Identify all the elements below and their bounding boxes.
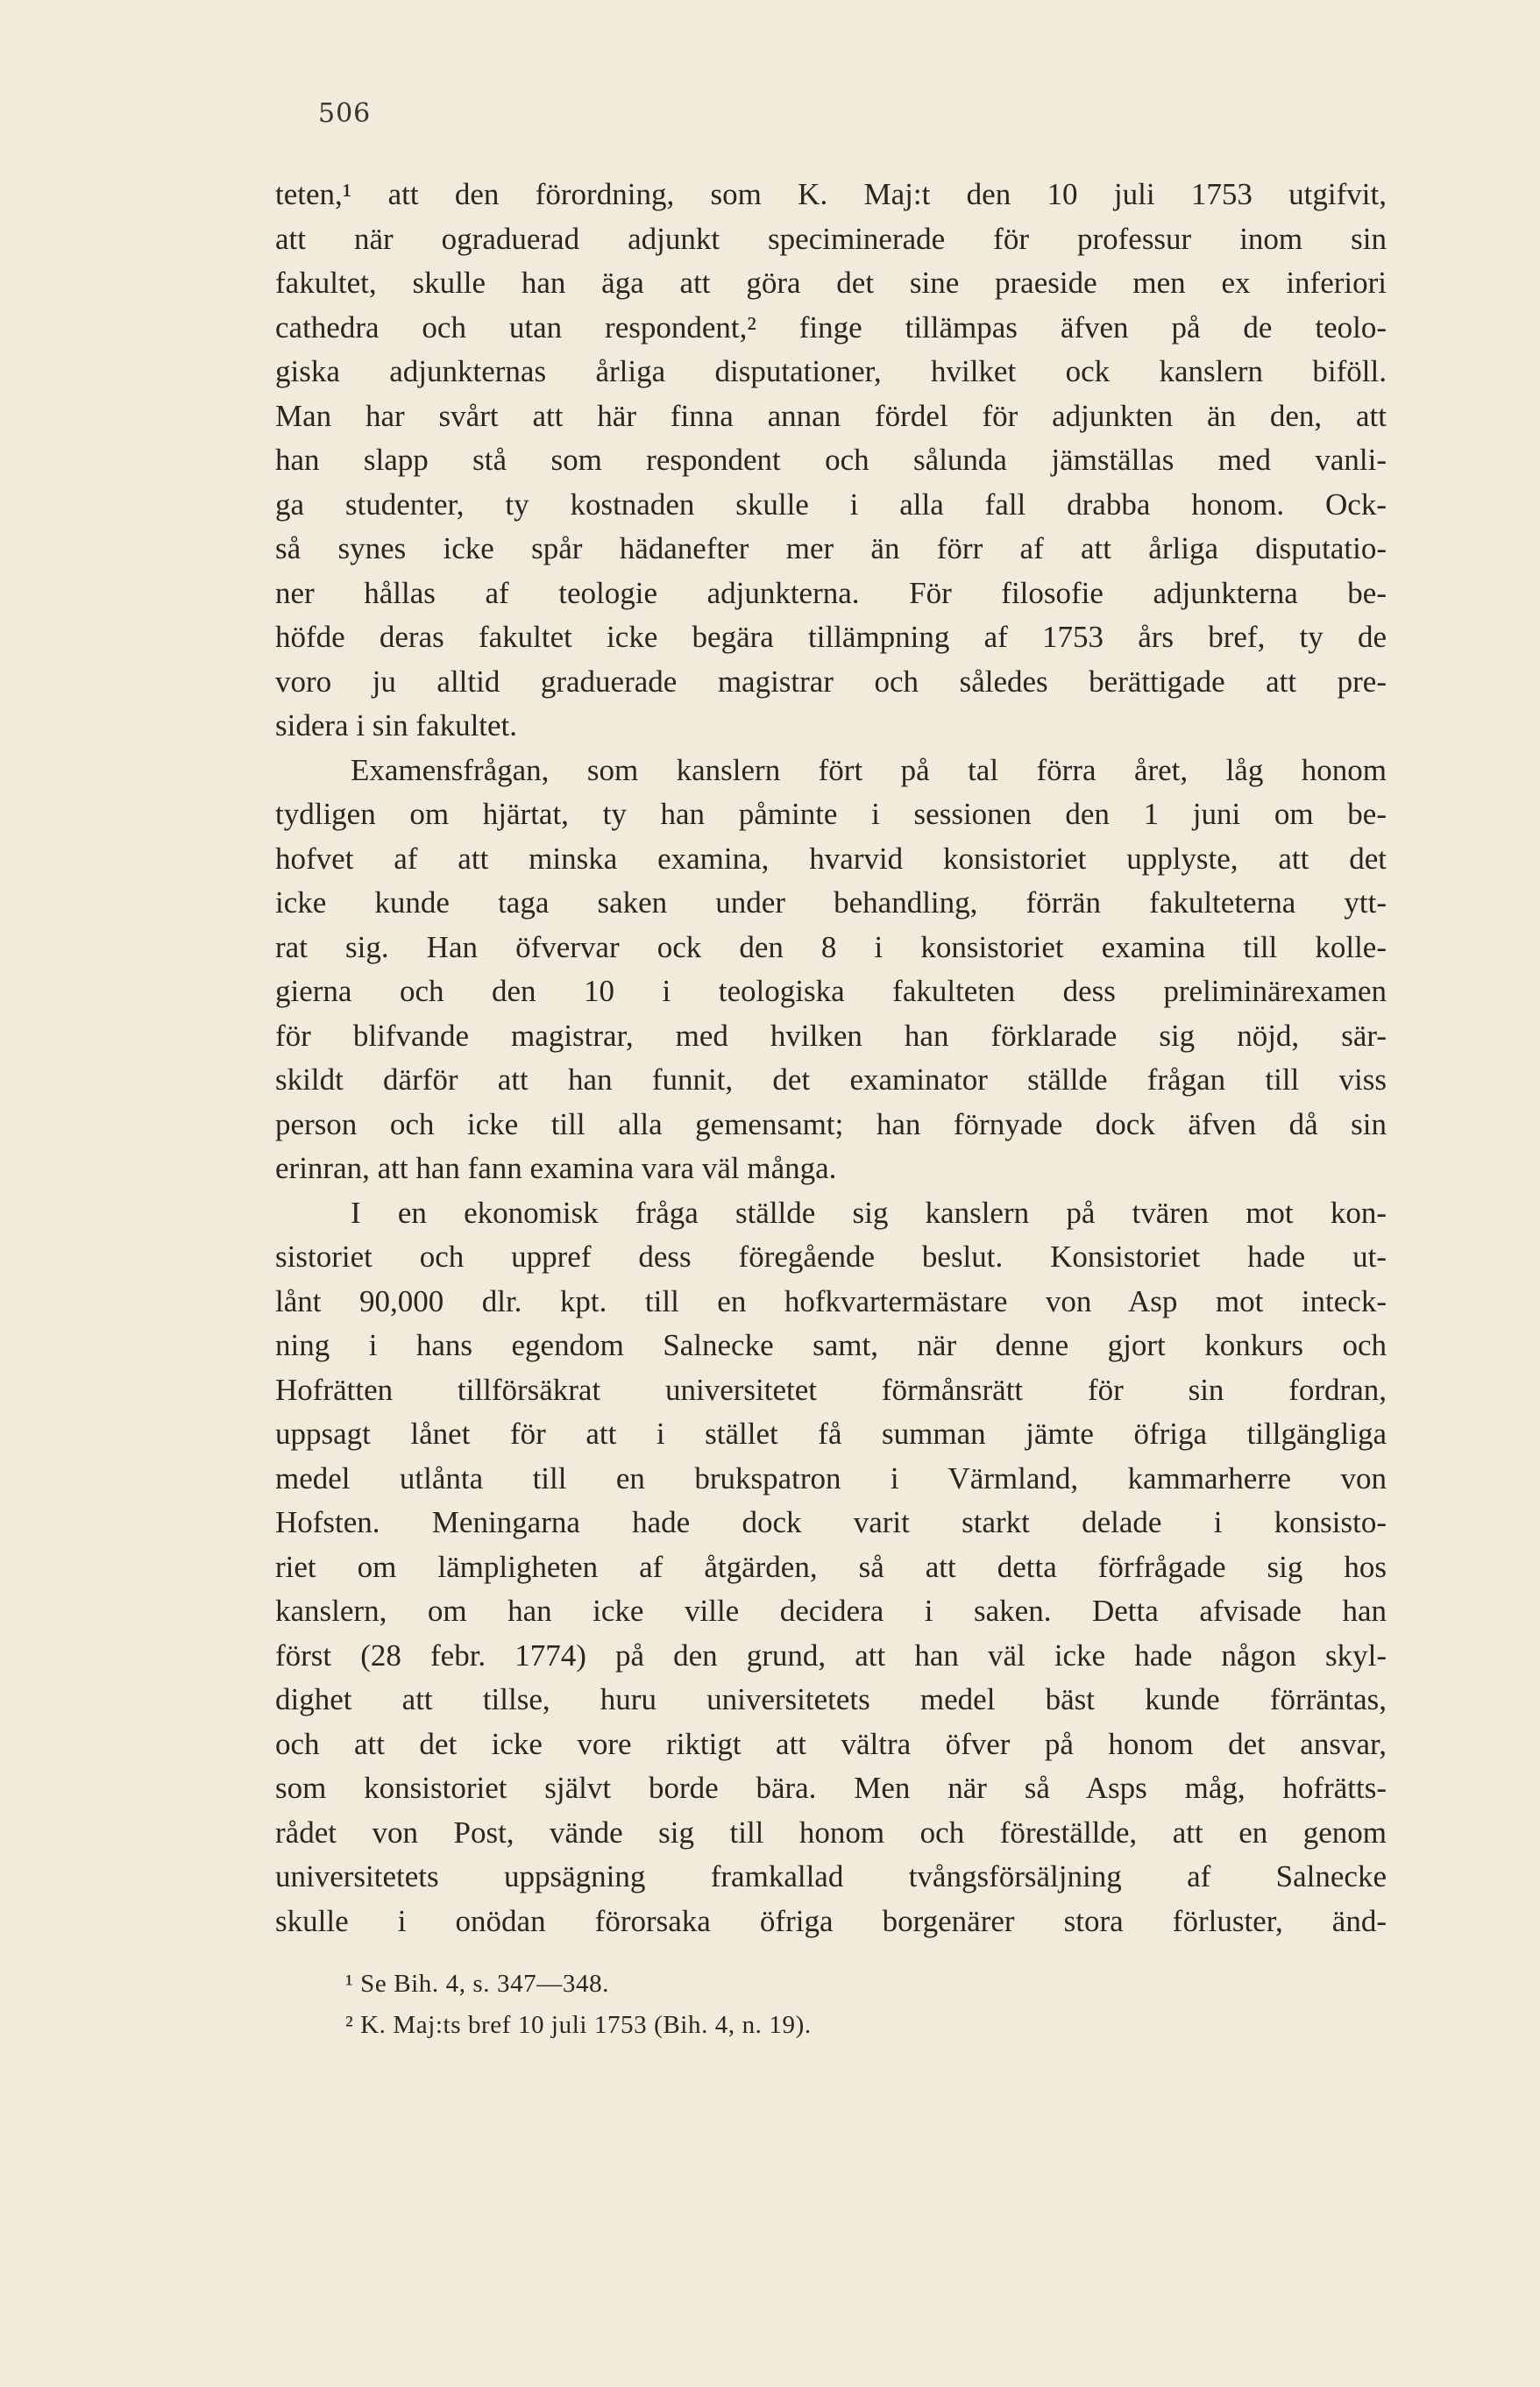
text-line: voro ju alltid graduerade magistrar och således berättigade att pre- (275, 664, 1387, 699)
text-line: för blifvande magistrar, med hvilken han förklarade sig nöjd, sär- (275, 1018, 1387, 1053)
text-line: fakultet, skulle han äga att göra det sine praeside men ex inferiori (275, 266, 1387, 300)
text-line: skildt därför att han funnit, det examinator ställde frågan till viss (275, 1062, 1387, 1097)
text-line: hofvet af att minska examina, hvarvid konsistoriet upplyste, att det (275, 841, 1387, 876)
body-text (275, 173, 1387, 1943)
footnote: ² K. Maj:ts bref 10 juli 1753 (Bih. 4, n. 19). (345, 2011, 812, 2039)
text-line: dighet att tillse, huru universitetets medel bäst kunde förräntas, (275, 1682, 1387, 1716)
text-line: rat sig. Han öfvervar ock den 8 i konsistoriet examina till kolle- (275, 929, 1387, 964)
text-line: han slapp stå som respondent och sålunda jämställas med vanli- (275, 443, 1387, 477)
text-line: cathedra och utan respondent,² finge tillämpas äfven på de teolo- (275, 309, 1387, 345)
text-line: teten,¹ att den förordning, som K. Maj:t den 10 juli 1753 utgifvit, (275, 177, 1387, 211)
text-line: ning i hans egendom Salnecke samt, när denne gjort konkurs och (275, 1328, 1387, 1362)
text-line: ga studenter, ty kostnaden skulle i alla fall drabba honom. Ock- (275, 487, 1387, 522)
text-line: som konsistoriet självt borde bära. Men när så Asps måg, hofrätts- (275, 1771, 1387, 1805)
footnotes (345, 1964, 1222, 2046)
text-line: höfde deras fakultet icke begära tillämpning af 1753 års bref, ty de (275, 620, 1387, 654)
text-line: riet om lämpligheten af åtgärden, så att detta förfrågade sig hos (275, 1549, 1387, 1584)
text-line: att när ograduerad adjunkt speciminerade för professur inom sin (275, 221, 1387, 256)
text-line: uppsagt lånet för att i stället få summan jämte öfriga tillgängliga (275, 1417, 1387, 1451)
text-line: giska adjunkternas årliga disputationer, hvilket ock kanslern biföll. (275, 354, 1387, 388)
text-line: medel utlånta till en brukspatron i Värmland, kammarherre von (275, 1460, 1387, 1495)
text-line: person och icke till alla gemensamt; han förnyade dock äfven då sin (275, 1106, 1387, 1141)
text-line: lånt 90,000 dlr. kpt. till en hofkvartermästare von Asp mot inteck- (275, 1283, 1387, 1318)
text-line: kanslern, om han icke ville decidera i saken. Detta afvisade han (275, 1594, 1387, 1628)
text-line: och att det icke vore riktigt att vältra öfver på honom det ansvar, (275, 1726, 1387, 1761)
text-line: sistoriet och uppref dess föregående beslut. Konsistoriet hade ut- (275, 1240, 1387, 1274)
text-line: I en ekonomisk fråga ställde sig kanslern på tvären mot kon- (351, 1195, 1387, 1230)
footnote: ¹ Se Bih. 4, s. 347—348. (345, 1970, 610, 1998)
text-line: först (28 febr. 1774) på den grund, att han väl icke hade någon skyl- (275, 1638, 1387, 1673)
text-line: sidera i sin fakultet. (275, 708, 518, 742)
text-line: så synes icke spår hädanefter mer än förr af att årliga disputatio- (275, 531, 1387, 565)
text-line: Hofsten. Meningarna hade dock varit starkt delade i konsisto- (275, 1505, 1387, 1539)
text-line: tydligen om hjärtat, ty han påminte i sessionen den 1 juni om be- (275, 797, 1387, 831)
text-line: erinran, att han fann examina vara väl många. (275, 1151, 837, 1185)
page-number: 506 (318, 98, 372, 129)
text-line: rådet von Post, vände sig till honom och föreställde, att en genom (275, 1815, 1387, 1850)
text-line: Examensfrågan, som kanslern fört på tal förra året, låg honom (351, 752, 1387, 787)
text-line: icke kunde taga saken under behandling, förrän fakulteterna ytt- (275, 885, 1387, 920)
text-line: Hofrätten tillförsäkrat universitetet förmånsrätt för sin fordran, (275, 1372, 1387, 1407)
text-line: skulle i onödan förorsaka öfriga borgenärer stora förluster, änd- (275, 1903, 1387, 1938)
text-line: ner hållas af teologie adjunkterna. För filosofie adjunkterna be- (275, 575, 1387, 610)
text-line: gierna och den 10 i teologiska fakulteten dess preliminärexamen (275, 974, 1387, 1008)
text-line: universitetets uppsägning framkallad tvångsförsäljning af Salnecke (275, 1859, 1387, 1893)
text-line: Man har svårt att här finna annan fördel för adjunkten än den, att (275, 398, 1387, 433)
